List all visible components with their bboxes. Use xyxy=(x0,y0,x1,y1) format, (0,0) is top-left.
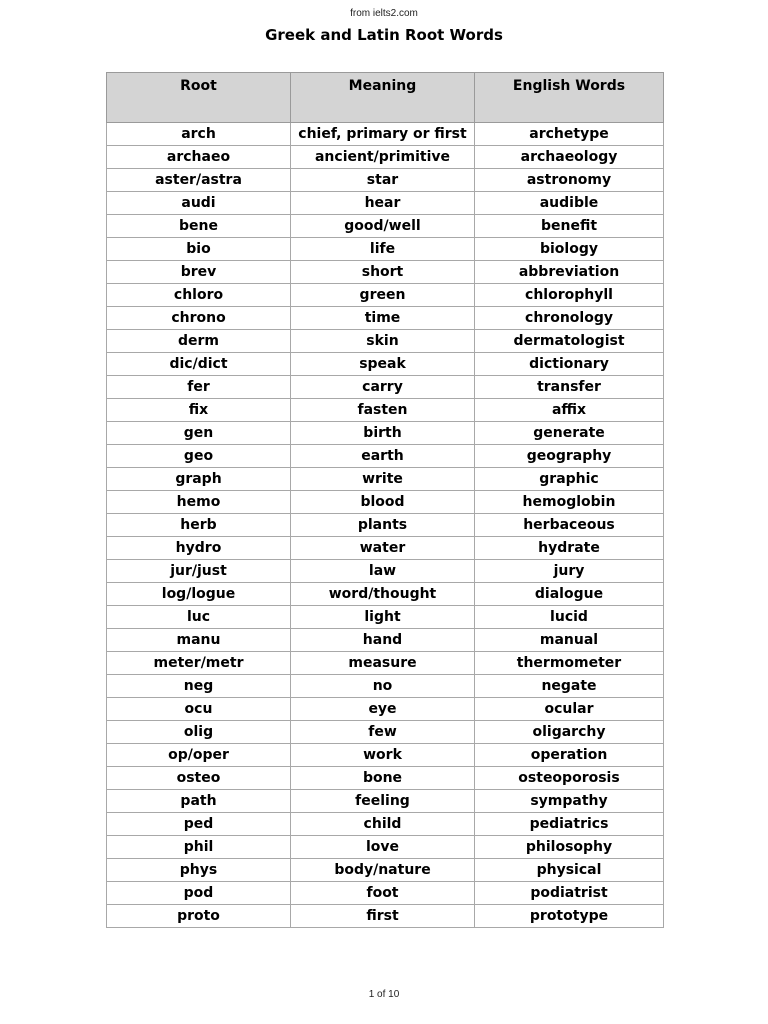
english-word-cell: osteoporosis xyxy=(475,767,664,790)
meaning-cell: feeling xyxy=(291,790,475,813)
root-cell: phys xyxy=(107,859,291,882)
table-row xyxy=(107,330,664,353)
table-row xyxy=(107,652,664,675)
root-cell: archaeo xyxy=(107,146,291,169)
meaning-cell: first xyxy=(291,905,475,928)
english-word-cell: affix xyxy=(475,399,664,422)
meaning-cell: law xyxy=(291,560,475,583)
table-body xyxy=(107,123,664,928)
meaning-cell: body/nature xyxy=(291,859,475,882)
english-word-cell: ocular xyxy=(475,698,664,721)
table-row xyxy=(107,629,664,652)
english-word-cell: chlorophyll xyxy=(475,284,664,307)
root-cell: neg xyxy=(107,675,291,698)
english-word-cell: dialogue xyxy=(475,583,664,606)
root-cell: brev xyxy=(107,261,291,284)
english-word-cell: transfer xyxy=(475,376,664,399)
meaning-cell: ancient/primitive xyxy=(291,146,475,169)
page-title: Greek and Latin Root Words xyxy=(265,26,503,44)
meaning-cell: no xyxy=(291,675,475,698)
table-row xyxy=(107,491,664,514)
table-row xyxy=(107,468,664,491)
root-cell: op/oper xyxy=(107,744,291,767)
root-words-table xyxy=(106,72,664,928)
root-cell: proto xyxy=(107,905,291,928)
table-row xyxy=(107,399,664,422)
meaning-cell: birth xyxy=(291,422,475,445)
meaning-cell: measure xyxy=(291,652,475,675)
root-cell: arch xyxy=(107,123,291,146)
english-word-cell: benefit xyxy=(475,215,664,238)
table-row xyxy=(107,675,664,698)
root-cell: pod xyxy=(107,882,291,905)
table-row xyxy=(107,882,664,905)
meaning-cell: short xyxy=(291,261,475,284)
meaning-cell: good/well xyxy=(291,215,475,238)
meaning-cell: fasten xyxy=(291,399,475,422)
root-cell: chrono xyxy=(107,307,291,330)
meaning-cell: green xyxy=(291,284,475,307)
root-cell: meter/metr xyxy=(107,652,291,675)
english-word-cell: audible xyxy=(475,192,664,215)
english-word-cell: abbreviation xyxy=(475,261,664,284)
english-word-cell: pediatrics xyxy=(475,813,664,836)
meaning-cell: blood xyxy=(291,491,475,514)
english-word-cell: hemoglobin xyxy=(475,491,664,514)
table-row xyxy=(107,353,664,376)
english-word-cell: dictionary xyxy=(475,353,664,376)
meaning-cell: light xyxy=(291,606,475,629)
english-word-cell: lucid xyxy=(475,606,664,629)
table-row xyxy=(107,376,664,399)
table-row xyxy=(107,721,664,744)
meaning-cell: bone xyxy=(291,767,475,790)
root-cell: geo xyxy=(107,445,291,468)
table-row xyxy=(107,514,664,537)
english-word-cell: jury xyxy=(475,560,664,583)
table-row xyxy=(107,192,664,215)
table-row xyxy=(107,859,664,882)
root-cell: dic/dict xyxy=(107,353,291,376)
table-row xyxy=(107,215,664,238)
table-row xyxy=(107,836,664,859)
meaning-cell: time xyxy=(291,307,475,330)
table-row xyxy=(107,813,664,836)
root-cell: chloro xyxy=(107,284,291,307)
root-cell: olig xyxy=(107,721,291,744)
meaning-cell: plants xyxy=(291,514,475,537)
meaning-cell: hear xyxy=(291,192,475,215)
meaning-cell: few xyxy=(291,721,475,744)
table-row xyxy=(107,606,664,629)
meaning-cell: child xyxy=(291,813,475,836)
root-cell: luc xyxy=(107,606,291,629)
header-meaning: Meaning xyxy=(291,73,475,123)
table-row xyxy=(107,698,664,721)
root-cell: jur/just xyxy=(107,560,291,583)
root-cell: osteo xyxy=(107,767,291,790)
english-word-cell: biology xyxy=(475,238,664,261)
meaning-cell: love xyxy=(291,836,475,859)
english-word-cell: sympathy xyxy=(475,790,664,813)
english-word-cell: herbaceous xyxy=(475,514,664,537)
root-cell: ocu xyxy=(107,698,291,721)
table-row xyxy=(107,261,664,284)
meaning-cell: word/thought xyxy=(291,583,475,606)
table-row xyxy=(107,445,664,468)
root-cell: manu xyxy=(107,629,291,652)
meaning-cell: chief, primary or first xyxy=(291,123,475,146)
header-root: Root xyxy=(107,73,291,123)
table-row xyxy=(107,284,664,307)
header-english-words: English Words xyxy=(475,73,664,123)
english-word-cell: generate xyxy=(475,422,664,445)
table-row xyxy=(107,767,664,790)
meaning-cell: write xyxy=(291,468,475,491)
table-row xyxy=(107,169,664,192)
page-number: 1 of 10 xyxy=(368,989,400,1000)
english-word-cell: operation xyxy=(475,744,664,767)
english-word-cell: oligarchy xyxy=(475,721,664,744)
meaning-cell: carry xyxy=(291,376,475,399)
english-word-cell: geography xyxy=(475,445,664,468)
english-word-cell: podiatrist xyxy=(475,882,664,905)
meaning-cell: life xyxy=(291,238,475,261)
english-word-cell: graphic xyxy=(475,468,664,491)
english-word-cell: hydrate xyxy=(475,537,664,560)
english-word-cell: negate xyxy=(475,675,664,698)
root-cell: derm xyxy=(107,330,291,353)
table-row xyxy=(107,537,664,560)
meaning-cell: eye xyxy=(291,698,475,721)
root-cell: herb xyxy=(107,514,291,537)
table-row xyxy=(107,422,664,445)
table-header-row xyxy=(107,73,664,123)
table-row xyxy=(107,238,664,261)
table-row xyxy=(107,744,664,767)
root-cell: log/logue xyxy=(107,583,291,606)
english-word-cell: prototype xyxy=(475,905,664,928)
root-cell: fer xyxy=(107,376,291,399)
root-cell: audi xyxy=(107,192,291,215)
english-word-cell: archetype xyxy=(475,123,664,146)
root-cell: ped xyxy=(107,813,291,836)
meaning-cell: earth xyxy=(291,445,475,468)
english-word-cell: astronomy xyxy=(475,169,664,192)
root-cell: fix xyxy=(107,399,291,422)
meaning-cell: star xyxy=(291,169,475,192)
root-cell: hydro xyxy=(107,537,291,560)
table-row xyxy=(107,790,664,813)
english-word-cell: philosophy xyxy=(475,836,664,859)
root-cell: bio xyxy=(107,238,291,261)
table-row xyxy=(107,583,664,606)
english-word-cell: physical xyxy=(475,859,664,882)
meaning-cell: speak xyxy=(291,353,475,376)
table-row xyxy=(107,307,664,330)
source-note: from ielts2.com xyxy=(350,8,418,19)
english-word-cell: manual xyxy=(475,629,664,652)
english-word-cell: archaeology xyxy=(475,146,664,169)
table-row xyxy=(107,123,664,146)
table-row xyxy=(107,146,664,169)
root-cell: phil xyxy=(107,836,291,859)
meaning-cell: hand xyxy=(291,629,475,652)
meaning-cell: water xyxy=(291,537,475,560)
table-row xyxy=(107,905,664,928)
root-cell: aster/astra xyxy=(107,169,291,192)
english-word-cell: thermometer xyxy=(475,652,664,675)
table-row xyxy=(107,560,664,583)
meaning-cell: work xyxy=(291,744,475,767)
meaning-cell: skin xyxy=(291,330,475,353)
english-word-cell: dermatologist xyxy=(475,330,664,353)
root-cell: path xyxy=(107,790,291,813)
root-cell: hemo xyxy=(107,491,291,514)
english-word-cell: chronology xyxy=(475,307,664,330)
meaning-cell: foot xyxy=(291,882,475,905)
root-cell: graph xyxy=(107,468,291,491)
root-cell: bene xyxy=(107,215,291,238)
root-cell: gen xyxy=(107,422,291,445)
